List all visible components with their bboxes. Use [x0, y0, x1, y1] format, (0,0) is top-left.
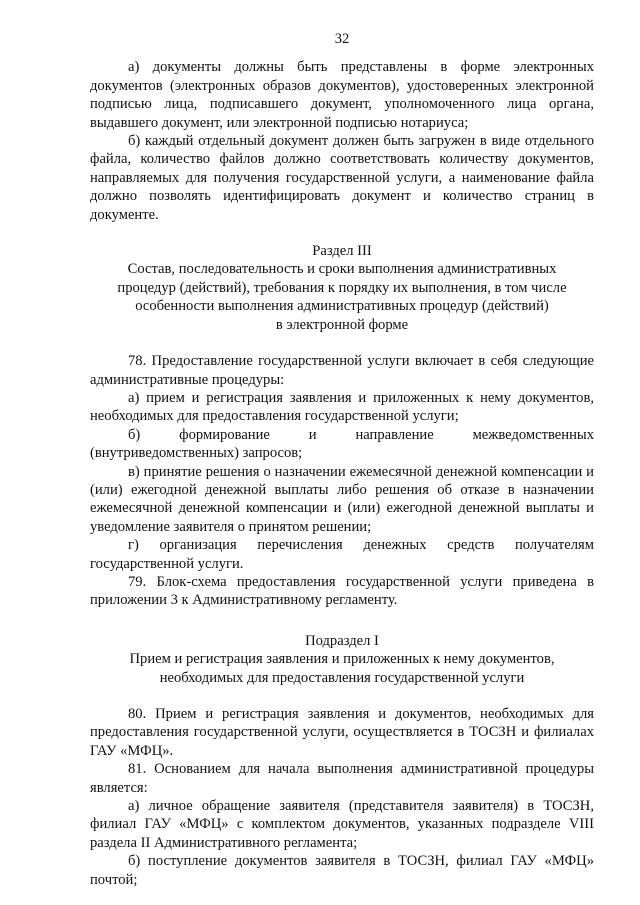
paragraph-separate-files: б) каждый отдельный документ должен быть загружен в виде отдельного файла, количество файлов должно соответствовать количеству документов, направляемых для получения государственной услуги, а наименование файла должно позволять идентифицировать документ и количество страниц в документе.	[90, 133, 594, 223]
paragraph-78-v: в) принятие решения о назначении ежемесячной денежной компенсации и (или) ежегодной денежной выплаты либо решения об отказе в назначении ежемесячной денежной компенсации и (или) ежегодной денежной выплаты и уведомление заявителя о принятом решении;	[90, 463, 594, 535]
section-title-line-3: особенности выполнения административных процедур (действий)	[135, 298, 549, 315]
section-title-line-2: процедур (действий), требования к порядку их выполнения, в том числе	[117, 279, 567, 296]
paragraph-79: 79. Блок-схема предоставления государственной услуги приведена в приложении 3 к Административному регламенту.	[90, 573, 594, 609]
section-title-line-4: в электронной форме	[275, 316, 409, 333]
page-number: 32	[334, 31, 350, 47]
paragraph-78-g: г) организация перечисления денежных средств получателям государственной услуги.	[90, 537, 594, 572]
paragraph-80: 80. Прием и регистрация заявления и документов, необходимых для предоставления государственной услуги, осуществляется в ТОСЗН и филиалах ГАУ «МФЦ».	[90, 706, 594, 759]
section-label: Раздел III	[312, 243, 372, 260]
section-title-line-1: Состав, последовательность и сроки выполнения административных	[127, 261, 557, 278]
paragraph-81: 81. Основанием для начала выполнения административной процедуры является:	[90, 761, 594, 796]
paragraph-81-a: а) личное обращение заявителя (представителя заявителя) в ТОСЗН, филиал ГАУ «МФЦ» с комплектом документов, указанных подразделе VIII раздела II Административного регламента;	[90, 798, 594, 851]
paragraph-81-b: б) поступление документов заявителя в ТОСЗН, филиал ГАУ «МФЦ» почтой;	[90, 853, 594, 888]
paragraph-documents-form: а) документы должны быть представлены в форме электронных документов (электронных образов документов), удостоверенных электронной подписью лица, подписавшего документ, уполномоченного лица органа, выдавшего документ, или электронной подписью нотариуса;	[90, 59, 594, 131]
subsection-label: Подраздел I	[305, 632, 379, 649]
paragraph-78-a: а) прием и регистрация заявления и приложенных к нему документов, необходимых для предоставления государственной услуги;	[90, 389, 594, 425]
paragraph-78-b: б) формирование и направление межведомственных (внутриведомственных) запросов;	[90, 426, 594, 462]
subsection-title-line-1: Прием и регистрация заявления и приложенных к нему документов,	[129, 651, 555, 668]
subsection-title-line-2: необходимых для предоставления государственной услуги	[159, 669, 525, 686]
paragraph-78: 78. Предоставление государственной услуги включает в себя следующие административные процедуры:	[90, 353, 594, 388]
